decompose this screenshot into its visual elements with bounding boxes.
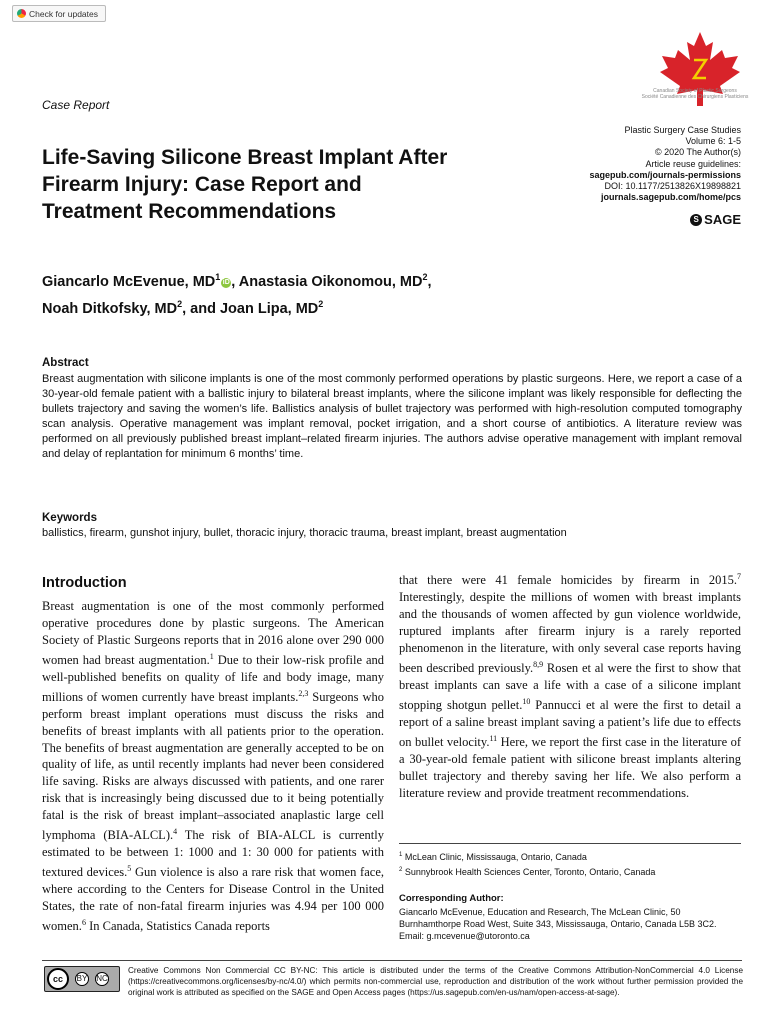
citation-ref[interactable]: 1 [209,651,214,661]
body-text: Gun violence is also a rare risk that women face, where according to the Centers for Disease Control in the United States, the rate of non-fatal firearm injuries was 4.94 per 100 000 women. [42,865,384,934]
citation-ref[interactable]: 11 [489,733,498,743]
author-name: Giancarlo McEvenue, MD [42,273,216,290]
cc-icon: cc [47,968,69,990]
orcid-icon[interactable]: iD [222,278,230,286]
introduction-heading: Introduction [42,575,127,591]
affiliation-2 [399,864,741,879]
body-column-left [42,598,384,935]
journal-info [589,125,741,203]
corresponding-details [399,906,744,942]
citation-ref[interactable]: 2,3 [298,688,309,698]
corresponding-email[interactable]: Email: g.mcevenue@utoronto.ca [399,931,530,941]
citation-ref[interactable]: 10 [522,696,531,706]
affiliations [399,849,741,879]
nc-icon: NC [95,972,109,986]
affiliation-1 [399,849,741,864]
reuse-link[interactable]: sagepub.com/journals-permissions [589,169,741,180]
affiliation-sup: 1 [215,272,221,282]
journal-volume: Volume 6: 1-5 [685,136,741,147]
citation-ref[interactable]: 4 [173,827,178,837]
body-text: Rosen et al were the first to show that breast implants can save a life with a case of a silicone implant stopping shotgun pellet. [399,660,742,712]
affiliation-sup: 2 [177,298,183,309]
keywords-text: ballistics, firearm, gunshot injury, bullet, thoracic injury, thoracic trauma, breast implant, breast augmentation [42,527,567,539]
check-for-updates-button[interactable] [12,5,106,22]
crossmark-icon [17,9,26,18]
body-text: Due to their low-risk profile and well-published benefits on quality of life and body image, many millions of women currently have breast implants. [42,652,385,704]
body-text: Pannucci et al were the first to detail a report of a saline breast implant saving a patient’s life due to effects on bullet velocity. [399,697,741,749]
article-title: Life-Saving Silicone Breast Implant After Firearm Injury: Case Report and Treatment Recommendations [42,146,448,223]
body-text: that there were 41 female homicides by firearm in 2015. [399,573,737,588]
citation-ref[interactable]: 7 [737,572,741,581]
body-text: Breast augmentation is one of the most commonly performed operative procedures done by plastic surgeons. The American Society of Plastic Surgeons reports that in 2016 alone over 290 000 women had breast augmentation. [42,599,384,667]
journal-copyright: © 2020 The Author(s) [654,147,741,158]
corresponding-address: Giancarlo McEvenue, Education and Research, The McLean Clinic, 50 Burnhamthorpe Road West, Suite 343, Mississauga, Ontario, Canada L5B 3C2. [399,907,717,929]
affiliation-text: Sunnybrook Health Sciences Center, Toronto, Ontario, Canada [404,867,656,877]
by-icon: BY [75,972,89,986]
society-name-en: Canadian Society of Plastic Surgeons [653,88,737,94]
author-separator: , [427,273,432,290]
reuse-label: Article reuse guidelines: [645,158,741,169]
affiliation-sup: 2 [399,867,403,873]
citation-ref[interactable]: 5 [127,864,132,874]
keywords-heading: Keywords [42,512,97,524]
citation-ref[interactable]: 6 [81,917,86,927]
abstract-heading: Abstract [42,357,89,369]
affiliation-sup: 2 [318,298,324,309]
affiliation-divider [399,843,741,844]
sage-logo [690,212,741,227]
footer-divider [42,960,742,961]
sage-wordmark: SAGE [704,212,741,227]
citation-ref[interactable]: 8,9 [533,659,544,669]
author-list [42,266,562,320]
affiliation-sup: 1 [399,852,403,858]
body-text: Here, we report the first case in the literature of a 30-year-old female patient with silicone breast implants altering bullet trajectory and thereby saving her life. We also perform a literature review and provide treatment recommendations. [399,734,742,800]
abstract-text: Breast augmentation with silicone implants is one of the most commonly performed operations by plastic surgeons. Here, we report a case of a 30-year-old female patient with a ballistic injury to bilateral breast implants, where the silicone implant was likely responsible for deflecting the bullets trajectory and saving the women’s life. Ballistics analysis of bullet trajectory was performed with high-resolution computed tomography scan analysis. Operative management was implant removal, pocket irrigation, and a short course of antibiotics. A literature review was performed on all previously published breast implant–related firearm injuries. The authors advise operative management with implant removal and delay of replantation for minimum 6 months’ time. [42,373,742,460]
article-type: Case Report [42,98,110,112]
license-text: Creative Commons Non Commercial CC BY-NC: This article is distributed under the terms of the Creative Commons Attribution-NonCommercial 4.0 License (https://creativecommons.org/licenses/by-nc/4.0/) which permits non-commercial use, reproduction and distribution of the work without further permission provided the original work is attributed as specified on the SAGE and Open Access pages (https://us.sagepub.com/en-us/nam/open-access-at-sage). [128,966,743,997]
author-name: , and Joan Lipa, MD [182,300,319,317]
body-text: Surgeons who perform breast implant operations must discuss the risks and benefits of breast implants with all patients prior to the operation. The benefits of breast augmentation are generally accepted to be on quality of life, as until recently implants had never been considered life saving. Risks are always discussed with patients, and one rarer risk that is increasingly being discussed due to it being potentially fatal is the risk of breast implant–associated anaplastic large cell lymphoma (BIA-ALCL). [42,689,384,843]
corresponding-heading: Corresponding Author: [399,893,504,904]
author-name: , Anastasia Oikonomou, MD [231,273,423,290]
affiliation-text: McLean Clinic, Mississauga, Ontario, Canada [404,852,587,862]
body-text: In Canada, Statistics Canada reports [85,919,270,934]
body-text: The risk of BIA-ALCL is currently estimated to be between 1: 1000 and 1: 30 000 for patients with textured devices. [42,828,384,880]
doi-link[interactable]: DOI: 10.1177/2513826X19898821 [604,181,741,192]
sage-mark-icon: S [690,214,702,226]
journal-name: Plastic Surgery Case Studies [624,125,741,135]
body-column-right [399,569,741,801]
society-name-fr: Société Canadienne des Chirurgiens Plasticiens [641,94,749,100]
journal-home-link[interactable]: journals.sagepub.com/home/pcs [600,192,741,203]
society-name [640,88,750,100]
author-name: Noah Ditkofsky, MD [42,300,178,317]
affiliation-sup: 2 [422,272,428,282]
check-for-updates-label: Check for updates [29,8,98,19]
body-text: Interestingly, despite the millions of women with breast implants and the thousands of women affected by gun violence worldwide, ruptured implants after firearm injury is a rarely reported phenomenon in the literature, with only several case reports having been described previously. [399,590,741,675]
cc-by-nc-badge[interactable] [44,966,120,992]
